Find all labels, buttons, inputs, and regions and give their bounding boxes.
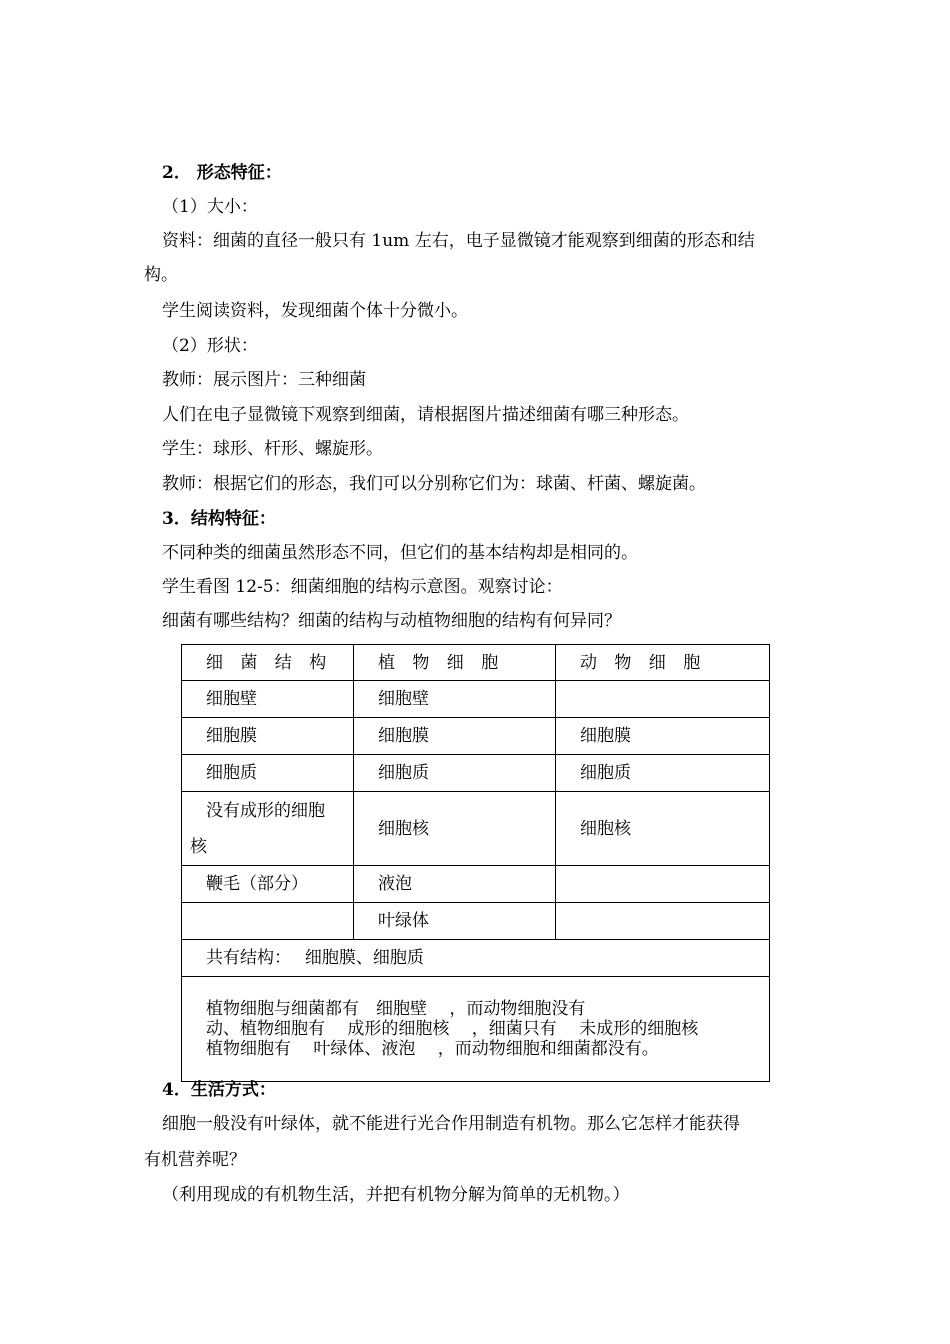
shape-heading: （2）形状： — [162, 336, 258, 356]
table-cell: 液泡 — [354, 866, 556, 903]
table-cell: 细胞膜 — [556, 718, 770, 755]
nucleus-text: 没有成形的细胞 — [206, 800, 325, 821]
common-structure-row — [182, 940, 770, 977]
nucleus-wrap-text: 核 — [190, 836, 207, 857]
question-line: 细菌有哪些结构？细菌的结构与动植物细胞的结构有何异同？ — [162, 611, 621, 631]
lifestyle-line-2: 有机营养呢？ — [144, 1150, 246, 1170]
table-row — [182, 755, 770, 792]
nucleus-cell — [182, 792, 354, 866]
material-line-2: 构。 — [144, 265, 178, 285]
table-cell: 细胞核 — [354, 792, 556, 866]
summary-cell — [182, 977, 770, 1082]
table-row — [182, 792, 770, 866]
table-cell: 鞭毛（部分） — [182, 866, 354, 903]
section-2-heading: 2． 形态特征： — [162, 163, 282, 183]
teacher-answer-line: 教师：根据它们的形态，我们可以分别称它们为：球菌、杆菌、螺旋菌。 — [162, 474, 706, 494]
material-line-1: 资料：细菌的直径一般只有 1um 左右，电子显微镜才能观察到细菌的形态和结 — [162, 231, 755, 251]
table-cell — [182, 903, 354, 940]
header-animal: 动 物 细 胞 — [556, 645, 770, 681]
intro-line: 不同种类的细菌虽然形态不同，但它们的基本结构却是相同的。 — [162, 543, 638, 563]
table-cell: 细胞壁 — [182, 681, 354, 718]
table-cell: 细胞核 — [556, 792, 770, 866]
size-heading: （1）大小： — [162, 197, 258, 217]
prompt-line: 人们在电子显微镜下观察到细菌，请根据图片描述细菌有哪三种形态。 — [162, 405, 689, 425]
lifestyle-line-1: 细胞一般没有叶绿体，就不能进行光合作用制造有机物。那么它怎样才能获得 — [162, 1114, 740, 1134]
teacher-show-line: 教师：展示图片：三种细菌 — [162, 370, 366, 390]
table-row — [182, 866, 770, 903]
header-bacteria: 细 菌 结 构 — [182, 645, 354, 681]
header-plant: 植 物 细 胞 — [354, 645, 556, 681]
table-cell: 细胞质 — [182, 755, 354, 792]
table-cell: 细胞质 — [556, 755, 770, 792]
table-row — [182, 718, 770, 755]
summary-row — [182, 977, 770, 1082]
table-cell: 细胞质 — [354, 755, 556, 792]
lifestyle-line-3: （利用现成的有机物生活，并把有机物分解为简单的无机物。） — [162, 1185, 630, 1205]
table-cell: 细胞膜 — [354, 718, 556, 755]
common-structure-cell: 共有结构： 细胞膜、细胞质 — [182, 940, 770, 977]
student-answer-line: 学生：球形、杆形、螺旋形。 — [162, 439, 383, 459]
table-cell: 叶绿体 — [354, 903, 556, 940]
table-cell — [556, 866, 770, 903]
summary-line-1: 植物细胞与细菌都有 细胞壁 ，而动物细胞没有 — [206, 999, 586, 1019]
section-3-heading: 3．结构特征： — [162, 509, 276, 529]
student-read-line: 学生阅读资料，发现细菌个体十分微小。 — [162, 301, 468, 321]
table-header-row — [182, 645, 770, 681]
table-cell — [556, 681, 770, 718]
table-cell: 细胞膜 — [182, 718, 354, 755]
summary-line-2: 动、植物细胞有 成形的细胞核 ，细菌只有 未成形的细胞核 — [206, 1019, 699, 1039]
table-cell — [556, 903, 770, 940]
structure-comparison-table — [181, 644, 770, 1082]
table-row — [182, 681, 770, 718]
table-cell: 细胞壁 — [354, 681, 556, 718]
observe-line: 学生看图 12-5：细菌细胞的结构示意图。观察讨论： — [162, 577, 563, 597]
summary-line-3: 植物细胞有 叶绿体、液泡 ，而动物细胞和细菌都没有。 — [206, 1039, 659, 1059]
table-row — [182, 903, 770, 940]
section-4-heading: 4．生活方式： — [162, 1080, 276, 1100]
